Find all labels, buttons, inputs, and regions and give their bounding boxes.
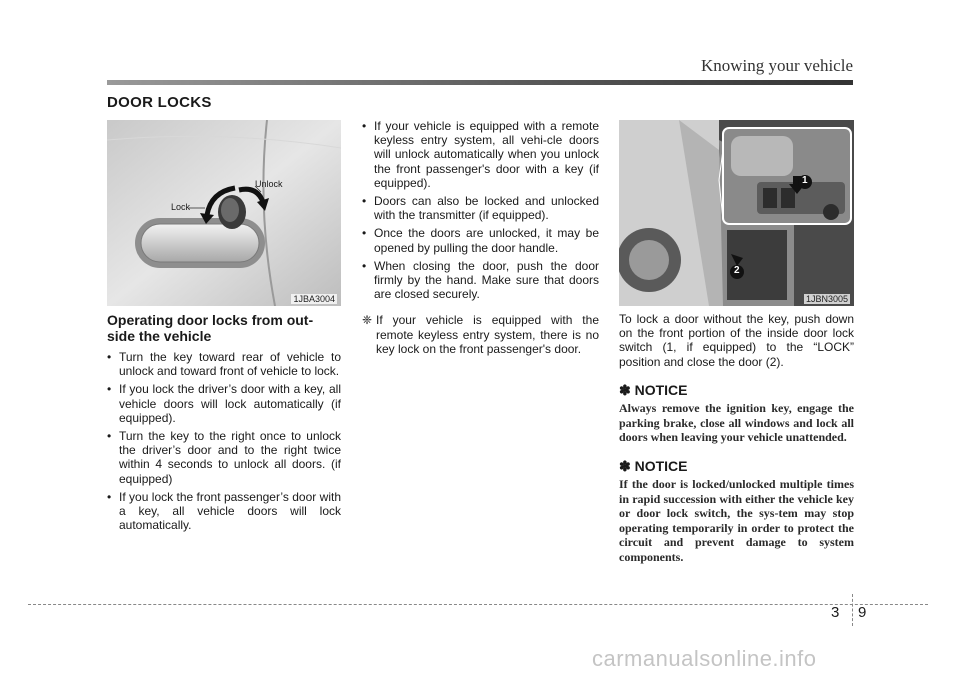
list-item-text: Doors can also be locked and unlocked with the transmitter (if equipped). (374, 194, 599, 223)
bullet-dot: • (107, 382, 112, 397)
header-rule (107, 80, 853, 85)
lock-instructions: To lock a door without the key, push down on the front portion of the inside door lock switch (1, if equipped) to the “LOCK” position and close the door (2). (619, 312, 854, 369)
column-3 (619, 312, 854, 565)
door-handle-figure (107, 120, 341, 306)
column-1 (107, 312, 341, 536)
list-item (107, 350, 341, 378)
list-item-text: If your vehicle is equipped with a remote keyless entry system, all vehi-cle doors will unlock automatically when you unlock the front passenger's door with a key (if equipped). (374, 119, 599, 190)
bullet-dot: • (362, 194, 367, 209)
bullet-list (362, 119, 599, 301)
list-item (362, 119, 599, 190)
lock-label: Lock (171, 202, 191, 212)
list-item-text: When closing the door, push the door firmly by the hand. Make sure that doors are closed securely. (374, 258, 599, 302)
column-2 (362, 119, 599, 356)
figure-code: 1JBA3004 (293, 294, 335, 304)
section-title: DOOR LOCKS (107, 94, 212, 111)
list-item-text: If you lock the front passenger’s door with a key, all vehicle doors will lock automatically. (119, 489, 341, 533)
notice-title: ✽ NOTICE (619, 457, 688, 474)
note-mark-icon: ❈ (362, 313, 373, 328)
page-number: 9 (858, 604, 867, 621)
bullet-list (107, 350, 341, 532)
callout-2: 2 (734, 265, 740, 276)
bullet-dot: • (362, 226, 367, 241)
interior-door-figure (619, 120, 854, 306)
interior-door-illustration (619, 120, 854, 306)
door-handle-illustration (107, 120, 341, 306)
page-header-title: Knowing your vehicle (700, 56, 853, 75)
bullet-dot: • (107, 350, 112, 364)
callout-1: 1 (802, 175, 808, 186)
notice-body: If the door is locked/unlocked multiple times in rapid succession with either the vehicle key or door lock switch, the sys-tem may stop operating temporarily in order to protect the circuit and prevent damage to system components. (619, 477, 854, 564)
list-item-text: Turn the key toward rear of vehicle to unlock and toward front of vehicle to lock. (119, 350, 341, 379)
list-item (362, 194, 599, 222)
footer-divider (852, 594, 853, 626)
watermark: carmanualsonline.info (592, 646, 817, 671)
page-section-number: 3 (831, 604, 840, 621)
bullet-dot: • (362, 258, 367, 273)
footer-rule (28, 604, 928, 605)
bullet-dot: • (362, 119, 367, 133)
notice-body: Always remove the ignition key, engage the parking brake, close all windows and lock all doors when leaving your vehicle unattended. (619, 401, 854, 445)
bullet-dot: • (107, 429, 112, 444)
keyless-note-text: If your vehicle is equipped with the remote keyless entry system, there is no key lock on the front passenger's door. (376, 313, 599, 356)
bullet-dot: • (107, 489, 112, 504)
subheading: Operating door locks from out-side the vehicle (107, 312, 314, 344)
list-item-text: Once the doors are unlocked, it may be opened by pulling the door handle. (374, 226, 599, 255)
list-item-text: If you lock the driver’s door with a key, all vehicle doors will lock automatically (if equipped). (119, 382, 341, 425)
list-item (107, 382, 341, 425)
list-item (107, 429, 341, 486)
unlock-label: Unlock (255, 179, 283, 189)
list-item-text: Turn the key to the right once to unlock the driver’s door and to the right twice within 4 seconds to unlock all doors. (if equipped) (119, 429, 341, 486)
keyless-note (362, 313, 599, 356)
list-item (107, 490, 341, 533)
notice-title: ✽ NOTICE (619, 381, 688, 398)
list-item (362, 226, 599, 254)
figure-code: 1JBN3005 (805, 294, 848, 304)
list-item (362, 259, 599, 302)
